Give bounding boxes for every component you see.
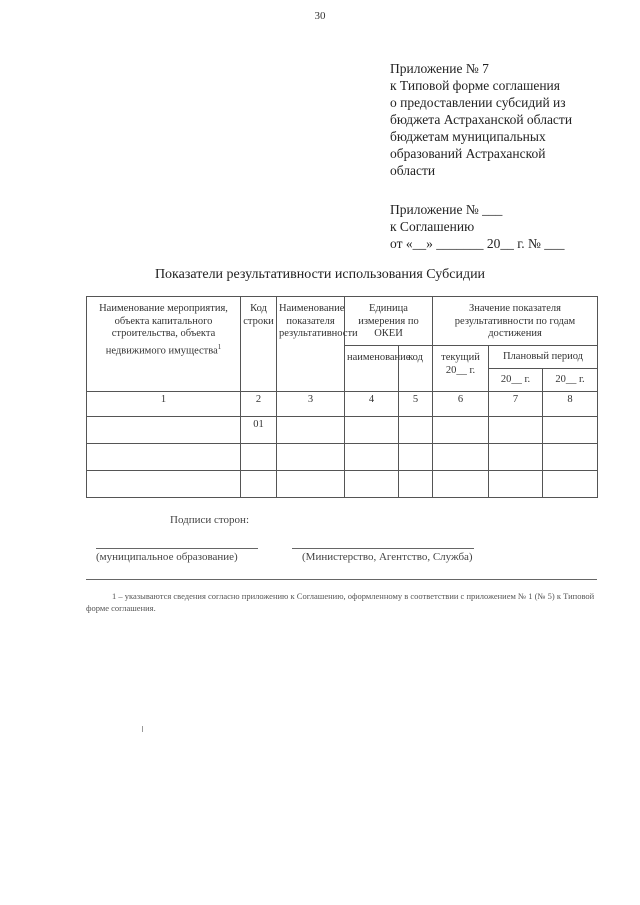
table-cell: [241, 444, 277, 471]
table-cell: [543, 471, 598, 498]
agreement-appendix-header: [390, 201, 620, 252]
header-event-cell: [87, 297, 241, 392]
column-index: 5: [399, 392, 433, 417]
table-cell: [345, 444, 399, 471]
signature-line-right: [292, 548, 474, 549]
header-row: [87, 297, 598, 346]
column-index: 1: [87, 392, 241, 417]
table-cell: [399, 417, 433, 444]
header-current-year: текущий 20__ г.: [433, 346, 489, 392]
table-cell: [399, 471, 433, 498]
column-index: 6: [433, 392, 489, 417]
footnote-separator: [86, 579, 597, 580]
signature-ministry: (Министерство, Агентство, Служба): [302, 551, 473, 563]
table-cell: 01: [241, 417, 277, 444]
appendix-line: к Типовой форме соглашения: [390, 78, 560, 93]
table-cell: [543, 444, 598, 471]
column-index: 8: [543, 392, 598, 417]
table-cell: [277, 417, 345, 444]
table-cell: [277, 444, 345, 471]
table-cell: [543, 417, 598, 444]
table-cell: [489, 444, 543, 471]
page-number: 30: [314, 10, 326, 22]
header-indicator: Наименование показателя результативности: [277, 297, 345, 392]
signatures-label: Подписи сторон:: [170, 514, 250, 526]
header-event: Наименование мероприятия, объекта капитального строительства, объекта недвижимого имущества: [99, 303, 228, 356]
document-title: Показатели результативности использования Субсидии: [154, 267, 486, 282]
appendix-line: образований Астраханской: [390, 146, 546, 161]
table-row: [87, 471, 598, 498]
table-cell: [399, 444, 433, 471]
table-cell: [489, 471, 543, 498]
footnote: 1 – указываются сведения согласно приложению к Соглашению, оформленному в соответствии с приложением № 1 (№ 5) к Типовой форме соглашения.: [86, 591, 595, 613]
scan-mark: [142, 726, 143, 732]
signature-municipality: (муниципальное образование): [96, 551, 238, 563]
table-cell: [433, 417, 489, 444]
table-cell: [87, 417, 241, 444]
signature-line-left: [96, 548, 258, 549]
table-cell: [241, 471, 277, 498]
table-cell: [489, 417, 543, 444]
indicators-table: [86, 296, 598, 498]
appendix-header: [390, 60, 620, 179]
header-unit-code: код: [399, 346, 433, 392]
agreement-line: к Соглашению: [390, 219, 475, 234]
table-cell: [87, 471, 241, 498]
table-row: [87, 444, 598, 471]
header-unit-name: наименование: [345, 346, 399, 392]
header-code: Код строки: [241, 297, 277, 392]
appendix-line: о предоставлении субсидий из: [390, 95, 566, 110]
agreement-line: Приложение № ___: [390, 202, 503, 217]
appendix-line: бюджета Астраханской области: [390, 112, 573, 127]
column-index: 2: [241, 392, 277, 417]
table-cell: [433, 471, 489, 498]
header-unit: Единица измерения по ОКЕИ: [345, 297, 433, 346]
header-plan-year-2: 20__ г.: [543, 369, 598, 392]
column-index-row: [87, 392, 598, 417]
appendix-line: области: [390, 163, 436, 178]
appendix-line: бюджетам муниципальных: [390, 129, 546, 144]
column-index: 4: [345, 392, 399, 417]
header-value: Значение показателя результативности по годам достижения: [433, 297, 598, 346]
table-cell: [87, 444, 241, 471]
table-cell: [345, 471, 399, 498]
header-plan-period: Плановый период: [489, 346, 598, 369]
table-row: [87, 417, 598, 444]
agreement-line: от «__» _______ 20__ г. № ___: [390, 236, 565, 251]
appendix-line: Приложение № 7: [390, 61, 489, 76]
footnote-marker: 1: [217, 342, 222, 351]
column-index: 7: [489, 392, 543, 417]
header-plan-year-1: 20__ г.: [489, 369, 543, 392]
column-index: 3: [277, 392, 345, 417]
table-cell: [345, 417, 399, 444]
table-cell: [277, 471, 345, 498]
table-cell: [433, 444, 489, 471]
